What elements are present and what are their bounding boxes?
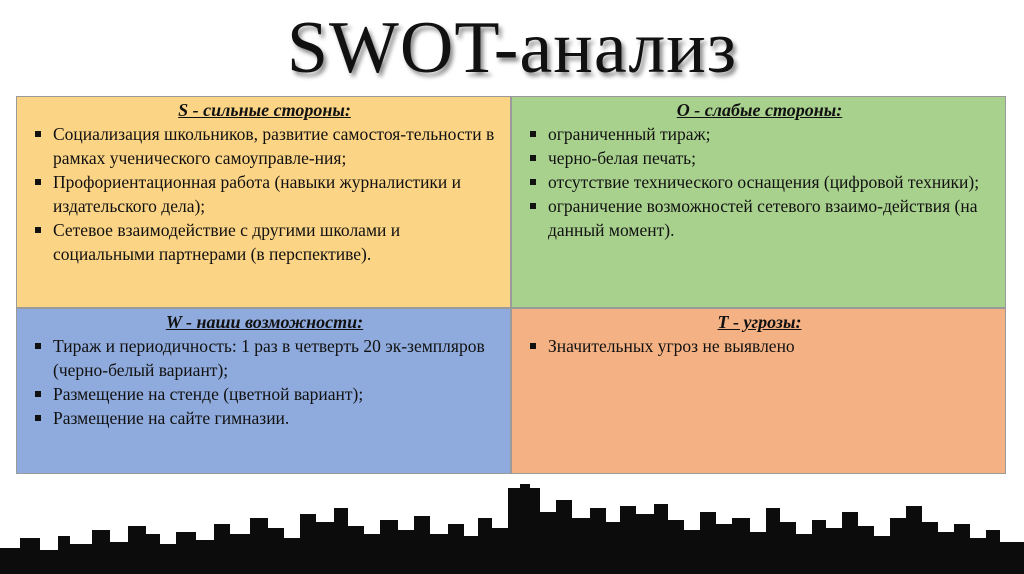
strengths-cell bbox=[16, 96, 511, 308]
list-item: черно-белая печать; bbox=[524, 146, 995, 170]
list-item: Значительных угроз не выявлено bbox=[524, 334, 995, 358]
strengths-list bbox=[29, 122, 500, 266]
threats-list bbox=[524, 334, 995, 358]
list-item: ограничение возможностей сетевого взаимо-действия (на данный момент). bbox=[524, 194, 995, 242]
bullet-icon bbox=[530, 179, 536, 185]
opportunities-heading: W - наши возможности: bbox=[165, 312, 364, 332]
list-item: ограниченный тираж; bbox=[524, 122, 995, 146]
list-item: Размещение на сайте гимназии. bbox=[29, 406, 500, 430]
bullet-icon bbox=[35, 343, 41, 349]
bullet-icon bbox=[530, 131, 536, 137]
strengths-heading: S - сильные стороны: bbox=[178, 100, 351, 120]
list-item: Размещение на стенде (цветной вариант); bbox=[29, 382, 500, 406]
opportunities-cell bbox=[16, 308, 511, 474]
bullet-icon bbox=[35, 415, 41, 421]
bullet-icon bbox=[35, 179, 41, 185]
weaknesses-cell bbox=[511, 96, 1006, 308]
bullet-icon bbox=[35, 391, 41, 397]
skyline-silhouette bbox=[0, 484, 1024, 574]
bullet-icon bbox=[35, 131, 41, 137]
list-item: Тираж и периодичность: 1 раз в четверть 20 эк-земпляров (черно-белый вариант); bbox=[29, 334, 500, 382]
list-item: Сетевое взаимодействие с другими школами и социальными партнерами (в перспективе). bbox=[29, 218, 500, 266]
list-item: отсутствие технического оснащения (цифровой техники); bbox=[524, 170, 995, 194]
bullet-icon bbox=[35, 227, 41, 233]
bullet-icon bbox=[530, 203, 536, 209]
list-item: Профориентационная работа (навыки журналистики и издательского дела); bbox=[29, 170, 500, 218]
city-skyline-icon bbox=[0, 478, 1024, 574]
weaknesses-heading: O - слабые стороны: bbox=[676, 100, 843, 120]
bullet-icon bbox=[530, 155, 536, 161]
bullet-icon bbox=[530, 343, 536, 349]
threats-heading: T - угрозы: bbox=[717, 312, 802, 332]
threats-cell bbox=[511, 308, 1006, 474]
list-item: Социализация школьников, развитие самостоя-тельности в рамках ученического самоуправле-ния; bbox=[29, 122, 500, 170]
weaknesses-list bbox=[524, 122, 995, 242]
opportunities-list bbox=[29, 334, 500, 430]
swot-table bbox=[16, 96, 1006, 474]
page-title: SWOT-анализ bbox=[286, 7, 738, 89]
